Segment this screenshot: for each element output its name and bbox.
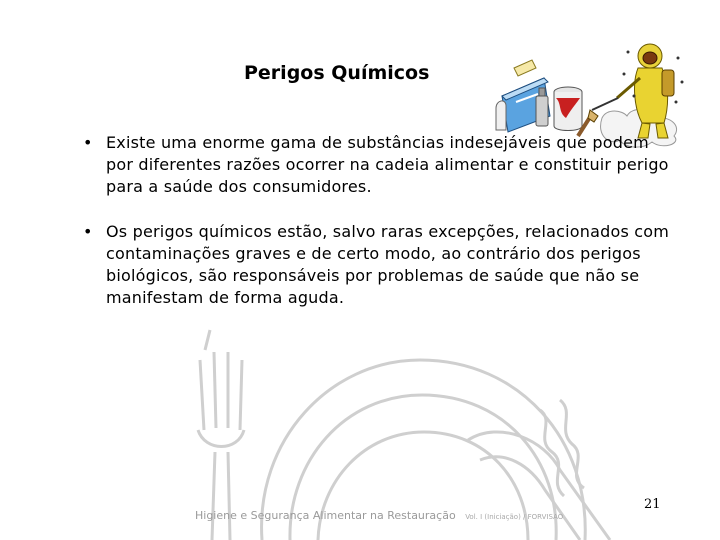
bullet-list	[80, 132, 680, 309]
page-number: 21	[644, 497, 661, 512]
bullet-text: Os perigos químicos estão, salvo raras excepções, relacionados com contaminações graves e de certo modo, ao contrário dos perigos biológicos, são responsáveis por problemas de saúde que não se manifestam de forma aguda.	[106, 222, 670, 307]
footer	[195, 509, 563, 522]
bullet-marker: •	[83, 222, 93, 241]
bullet-marker: •	[83, 133, 93, 152]
bullet-item	[80, 221, 680, 309]
bullet-text: Existe uma enorme gama de substâncias indesejáveis que podem por diferentes razões ocorrer na cadeia alimentar e constituir perigo para a saúde dos consumidores.	[106, 133, 669, 196]
bullet-item	[80, 132, 680, 198]
slide-title: Perigos Químicos	[244, 62, 430, 84]
footer-course-title: Higiene e Segurança Alimentar na Restauração	[195, 509, 456, 522]
footer-edition-note: Vol. I (Iniciação) / FORVISAO	[465, 513, 564, 521]
